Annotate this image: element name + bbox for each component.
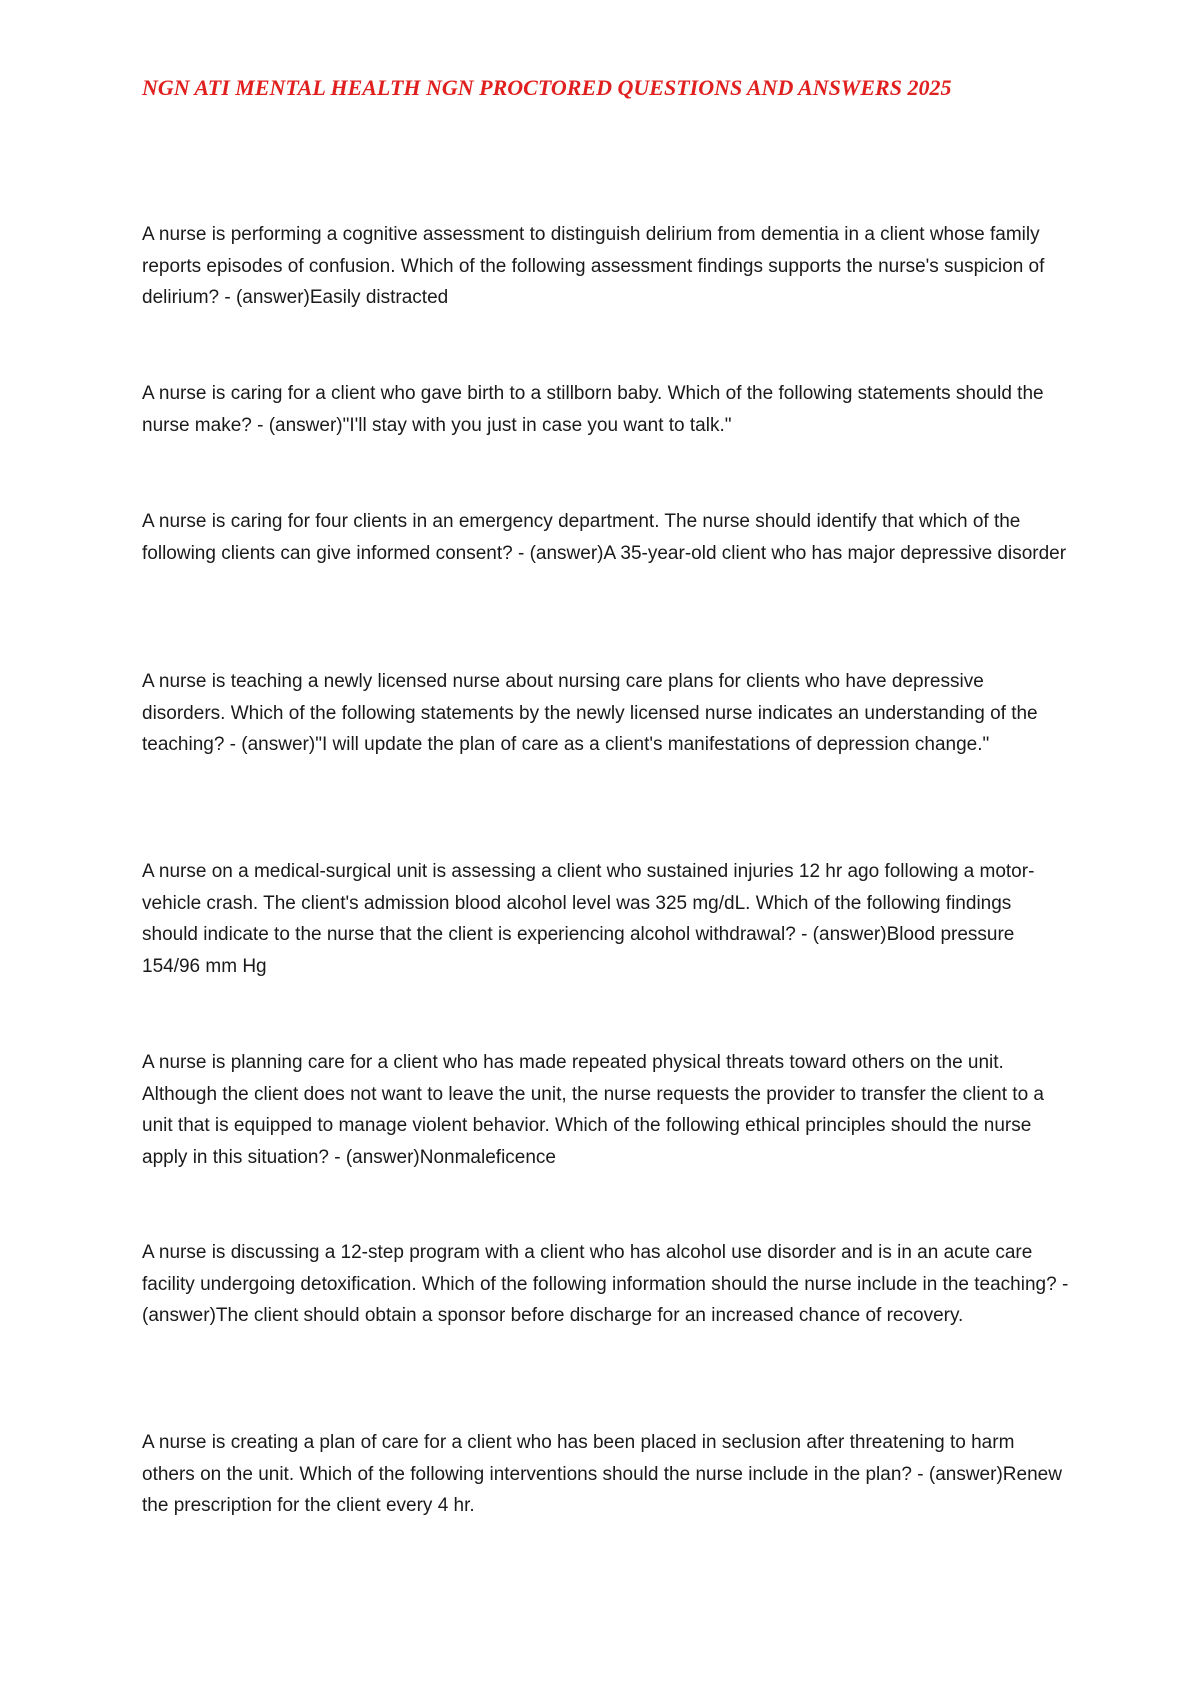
answer-text: "I'll stay with you just in case you want to talk." [342, 414, 732, 436]
question-text: A nurse on a medical-surgical unit is assessing a client who sustained injuries 12 hr ago following a motor-vehicle crash. The client's admission blood alcohol level was 325 mg/dL. Which of the following findings should indicate to the nurse that the client is experiencing alcohol withdrawal? - (answer) [142, 861, 1035, 945]
answer-text: A 35-year-old client who has major depressive disorder [603, 542, 1067, 564]
answer-text: Renew the prescription for the client every 4 hr. [142, 1463, 1062, 1516]
qa-item [142, 666, 1072, 761]
qa-item [142, 219, 1072, 314]
answer-text: Easily distracted [309, 287, 449, 308]
question-text: A nurse is creating a plan of care for a client who has been placed in seclusion after threatening to harm others on the unit. Which of the following interventions should the nurse include in the plan? - (answer) [142, 1432, 1015, 1485]
question-text: A nurse is caring for four clients in an emergency department. The nurse should identify that which of the following clients can give informed consent? - (answer) [142, 511, 1021, 564]
answer-text: "I will update the plan of care as a client's manifestations of depression change." [315, 734, 990, 755]
answer-text: Nonmaleficence [419, 1146, 556, 1168]
qa-item [142, 1427, 1072, 1522]
document-title: NGN ATI MENTAL HEALTH NGN PROCTORED QUESTIONS AND ANSWERS 2025 [142, 75, 952, 100]
qa-item [142, 1047, 1072, 1173]
answer-text: The client should obtain a sponsor before discharge for an increased chance of recovery. [215, 1305, 964, 1326]
question-text: A nurse is caring for a client who gave birth to a stillborn baby. Which of the following statements should the nurse make? - (answer) [142, 383, 1044, 436]
qa-item [142, 1237, 1072, 1332]
qa-item [142, 378, 1072, 441]
qa-item [142, 856, 1072, 982]
question-text: A nurse is discussing a 12-step program with a client who has alcohol use disorder and is in an acute care facility undergoing detoxification. Which of the following information should the nurse include in the teaching? - (answer) [142, 1242, 1069, 1326]
answer-text: Blood pressure 154/96 mm Hg [142, 924, 1015, 977]
question-text: A nurse is planning care for a client who has made repeated physical threats toward others on the unit. Although the client does not want to leave the unit, the nurse requests the provider to transfer the client to a unit that is equipped to manage violent behavior. Which of the following ethical principles should the nurse apply in this situation? - (answer) [142, 1052, 1044, 1168]
question-text: A nurse is teaching a newly licensed nurse about nursing care plans for clients who have depressive disorders. Which of the following statements by the newly licensed nurse indicates an understanding of the teaching? - (answer) [142, 671, 1038, 755]
qa-item [142, 506, 1072, 569]
question-text: A nurse is performing a cognitive assessment to distinguish delirium from dementia in a client whose family reports episodes of confusion. Which of the following assessment findings supports the nurse's suspicion of delirium? - (answer) [142, 224, 1045, 308]
